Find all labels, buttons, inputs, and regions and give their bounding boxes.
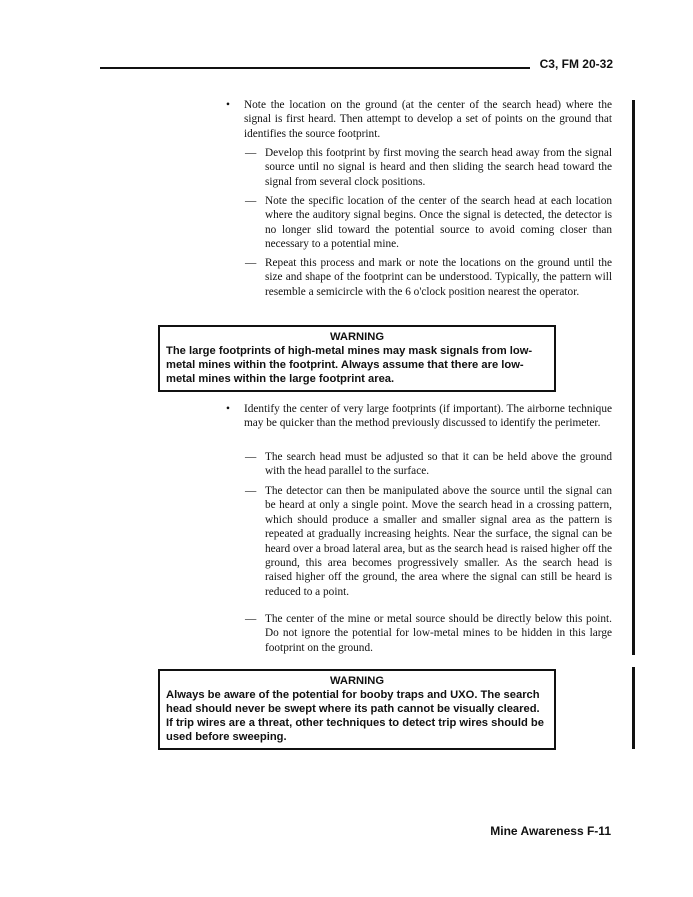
dash-item [245, 256, 612, 299]
dash-text: Develop this footprint by first moving the search head away from the signal source until no signal is heard and then sliding the search head toward the signal from several clock positions. [265, 147, 612, 188]
dash-glyph: — [245, 451, 257, 463]
warning-title: WARNING [329, 331, 385, 343]
warning-box-booby-traps [158, 669, 556, 750]
bullet-text: Identify the center of very large footprints (if important). The airborne technique may be quicker than the method previously discussed to identify the perimeter. [244, 403, 612, 430]
dash-text: Repeat this process and mark or note the locations on the ground until the size and shape of the footprint can be understood. Typically, the pattern will resemble a semicircle with the 6 o'clock position nearest the operator. [265, 257, 612, 298]
dash-item [245, 450, 612, 479]
dash-glyph: — [245, 485, 257, 497]
bullet-item-footprint-location [226, 98, 612, 141]
dash-glyph: — [245, 147, 257, 159]
dash-text: Note the specific location of the center of the search head at each location where the auditory signal begins. Once the signal is detected, the detector is no longer slid toward the potential source to avoid coming closer than necessary to a potential mine. [265, 195, 612, 251]
dash-glyph: — [245, 257, 257, 269]
change-bar [632, 100, 635, 655]
warning-title: WARNING [329, 675, 385, 687]
warning-text: The large footprints of high-metal mines may mask signals from low-metal mines within the footprint. Always assume that there are low-metal mines within the large footprint area. [166, 345, 533, 385]
dash-item [245, 146, 612, 189]
dash-item [245, 194, 612, 252]
dash-item [245, 612, 612, 655]
page-footer: Mine Awareness F-11 [490, 824, 611, 838]
bullet-item-large-footprint-center [226, 402, 612, 431]
warning-text: Always be aware of the potential for booby traps and UXO. The search head should never be swept where its path cannot be visually cleared. If trip wires are a threat, other techniques to detect trip wires should be used before sweeping. [166, 689, 544, 743]
warning-box-large-footprints [158, 325, 556, 392]
dash-glyph: — [245, 613, 257, 625]
bullet-glyph: • [226, 99, 230, 111]
change-bar [632, 667, 635, 749]
header-rule [100, 67, 530, 69]
dash-item [245, 484, 612, 599]
bullet-text: Note the location on the ground (at the center of the search head) where the signal is first heard. Then attempt to develop a set of points on the ground that identifies the source footprint. [244, 99, 612, 140]
dash-text: The detector can then be manipulated above the source until the signal can be heard at only a single point. Move the search head in a crossing pattern, which should produce a smaller and smaller signal area as the pattern is repeated at gradually increasing heights. Near the surface, the signal can be heard over a broad lateral area, but as the search head is raised higher off the ground, this area becomes progressively smaller. As the search head is raised higher off the ground, the area where the signal can still be heard is reduced to a point. [265, 485, 612, 598]
document-id: C3, FM 20-32 [539, 57, 613, 71]
bullet-glyph: • [226, 403, 230, 415]
dash-text: The center of the mine or metal source should be directly below this point. Do not ignore the potential for low-metal mines to be hidden in this large footprint on the ground. [265, 613, 612, 654]
dash-glyph: — [245, 195, 257, 207]
dash-text: The search head must be adjusted so that it can be held above the ground with the head parallel to the surface. [265, 451, 612, 478]
